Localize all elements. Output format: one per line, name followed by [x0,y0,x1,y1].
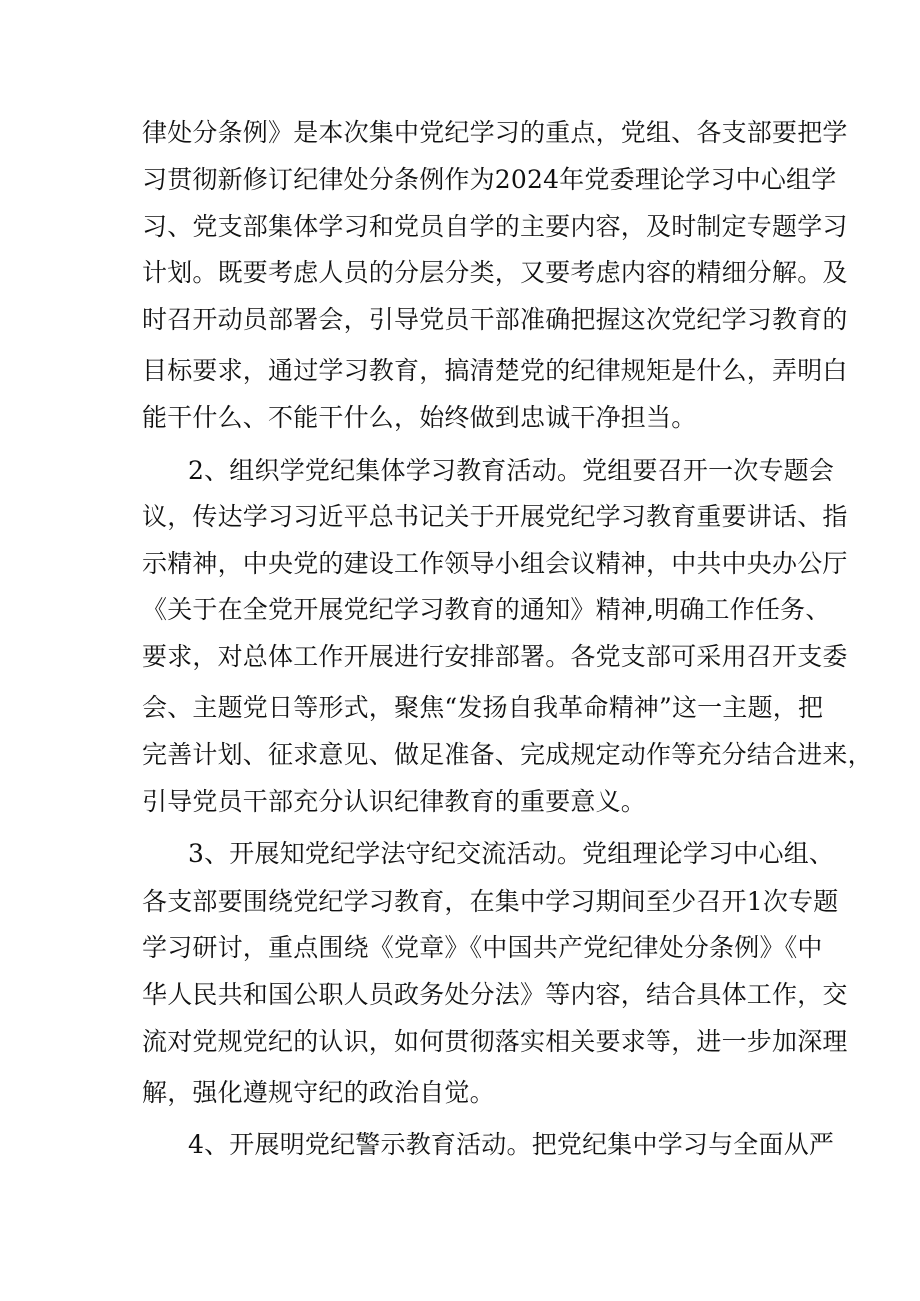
text-line: 学习研讨，重点围绕《党章》《中国共产党纪律处分条例》《中 [142,933,823,962]
text-line: 2、组织学党纪集体学习教育活动。党组要召开一次专题会 [188,456,835,485]
text-line: 习、党支部集体学习和党员自学的主要内容，及时制定专题学习 [142,212,848,241]
text-line: 《关于在全党开展党纪学习教育的通知》精神,明确工作任务、 [142,595,831,624]
text-line: 引导党员干部充分认识纪律教育的重要意义。 [142,787,647,816]
text-line: 华人民共和国公职人员政务处分法》等内容，结合具体工作，交 [142,980,848,1009]
text-line: 各支部要围绕党纪学习教育，在集中学习期间至少召开1次专题 [142,887,839,916]
text-line: 时召开动员部署会，引导党员干部准确把握这次党纪学习教育的 [142,305,848,334]
text-line: 示精神，中央党的建设工作领导小组会议精神，中共中央办公厅 [142,549,848,578]
text-line: 会、主题党日等形式，聚焦“发扬自我革命精神”这一主题，把 [142,693,824,722]
text-line: 流对党规党纪的认识，如何贯彻落实相关要求等，进一步加深理 [142,1027,848,1056]
text-line: 3、开展知党纪学法守纪交流活动。党组理论学习中心组、 [188,839,835,868]
text-line: 能干什么、不能干什么，始终做到忠诚干净担当。 [142,403,697,432]
text-line: 议，传达学习习近平总书记关于开展党纪学习教育重要讲话、指 [142,502,848,531]
text-line: 计划。既要考虑人员的分层分类，又要考虑内容的精细分解。及 [142,258,848,287]
text-line: 要求，对总体工作开展进行安排部署。各党支部可采用召开支委 [142,642,848,671]
text-line: 解，强化遵规守纪的政治自觉。 [142,1078,495,1107]
text-line: 4、开展明党纪警示教育活动。把党纪集中学习与全面从严 [188,1130,835,1159]
text-line: 完善计划、征求意见、做足准备、完成规定动作等充分结合进来， [142,740,873,769]
text-line: 律处分条例》是本次集中党纪学习的重点，党组、各支部要把学 [142,118,848,147]
text-line: 目标要求，通过学习教育，搞清楚党的纪律规矩是什么，弄明白 [142,356,848,385]
text-line: 习贯彻新修订纪律处分条例作为2024年党委理论学习中心组学 [142,165,837,194]
